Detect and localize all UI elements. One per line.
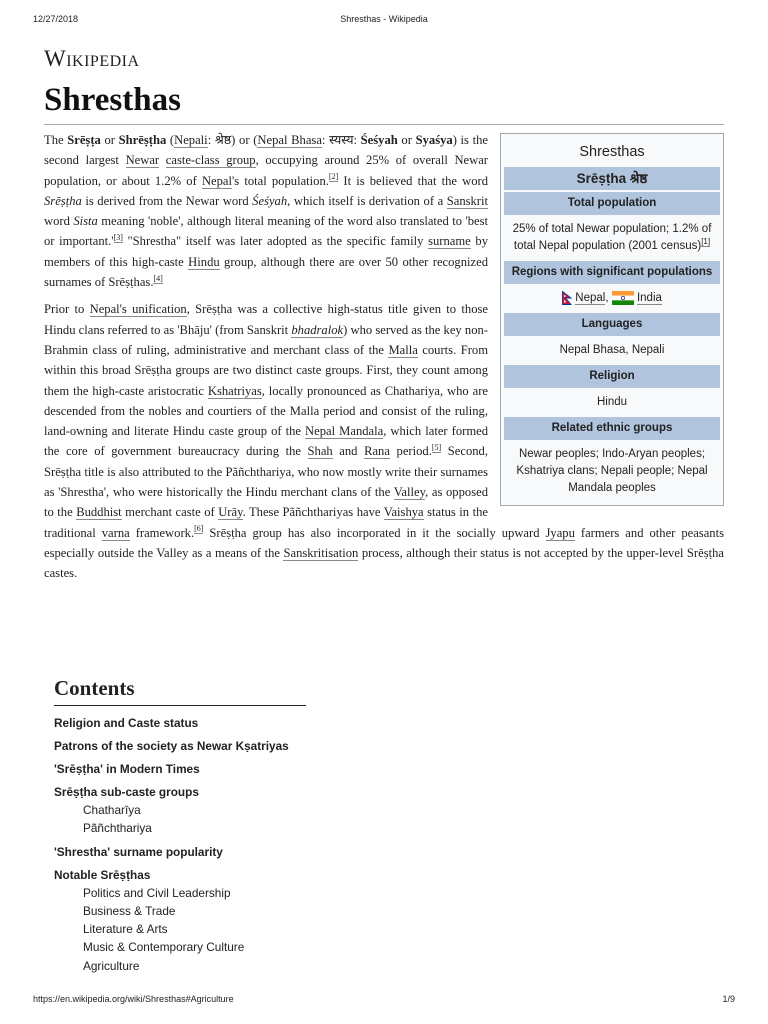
page-title: Shresthas bbox=[44, 82, 181, 118]
shah-link[interactable]: Shah bbox=[307, 444, 333, 459]
toc-item-modern-times[interactable]: 'Srēṣṭha' in Modern Times bbox=[54, 762, 200, 776]
toc-subitem-agriculture[interactable]: Agriculture bbox=[83, 958, 140, 973]
infobox-languages-value: Nepal Bhasa, Nepali bbox=[559, 344, 665, 356]
jyapu-link[interactable]: Jyapu bbox=[545, 525, 575, 540]
print-page-number: 1/9 bbox=[722, 994, 735, 1004]
infobox-related-label: Related ethnic groups bbox=[504, 417, 720, 440]
intro-paragraph-2: Prior to Nepal's unification, Srēṣṭha was a collective high-status title given to those Hindu clans referred to as 'Bhāju' (from Sanskrit bhadralok) who served as the key non-Brahmin class of ruling, administrative and merchant class of the Malla courts. From within this broad Srēṣṭha groups are two distinct caste groups. First, they count among them the high-caste aristocratic Kshatriyas, locally pronounced as Chathariya, who are descended from the nobles and courtiers of the Malla period and consist of the ruling, land-owning and literate Hindu caste group of the Nepal Mandala, which later formed the core of government bureaucracy during the Shah and Rana period.[5] Second, Srēṣṭha title is also attributed to the Pãñchthariya, who now mostly write their surnames as 'Shrestha', who were historically the Hindu merchant clans of the Valley, as opposed to the Buddhist merchant caste of Urāy. These Pãñchthariyas have Vaishya status in the traditional varna framework.[6] Srēṣṭha group has also incorporated in it the socially upward Jyapu farmers and other peasants especially outside the Valley as a means of the Sanskritisation process, although their status is not accepted by the upper-level Srēṣṭha castes. bbox=[44, 302, 724, 581]
toc-item-notable[interactable]: Notable Srēṣṭhas bbox=[54, 867, 151, 882]
article-body bbox=[44, 130, 724, 591]
rana-link[interactable]: Rana bbox=[364, 444, 390, 459]
print-url: https://en.wikipedia.org/wiki/Shresthas#Agriculture bbox=[33, 994, 234, 1004]
infobox-languages-label: Languages bbox=[504, 313, 720, 336]
hindu-link[interactable]: Hindu bbox=[188, 254, 220, 269]
ref-2-link[interactable]: [2] bbox=[328, 172, 339, 182]
newar-link[interactable]: Newar bbox=[125, 153, 160, 168]
infobox-regions-value bbox=[504, 286, 720, 311]
nepal-flag-icon bbox=[562, 291, 572, 305]
vaishya-link[interactable]: Vaishya bbox=[383, 505, 424, 520]
total-population-text: 25% of total Newar population; 1.2% of total Nepal population (2001 census) bbox=[512, 223, 712, 252]
toc-list bbox=[54, 714, 306, 975]
caste-class-link[interactable]: caste-class group bbox=[165, 153, 256, 168]
print-tab-title: Shresthas - Wikipedia bbox=[340, 14, 428, 24]
infobox-religion-value: Hindu bbox=[596, 396, 628, 408]
nepal-mandala-link[interactable]: Nepal Mandala bbox=[305, 424, 384, 439]
toc-subitem-panchthariya[interactable]: Pãñchthariya bbox=[83, 821, 152, 836]
toc-item-patrons[interactable]: Patrons of the society as Newar Kṣatriyas bbox=[54, 739, 289, 753]
nepal-unification-link[interactable]: Nepal's unification bbox=[89, 302, 187, 317]
varna-link[interactable]: varna bbox=[101, 525, 130, 540]
india-flag-icon bbox=[612, 291, 634, 305]
nepal-bhasa-link[interactable]: Nepal Bhasa bbox=[257, 133, 322, 147]
infobox-subtitle: Srēṣṭha श्रेष्ठ bbox=[504, 167, 720, 190]
toc-subitem-politics[interactable]: Politics and Civil Leadership bbox=[83, 885, 231, 900]
title-divider bbox=[44, 124, 724, 125]
intro-paragraph-1: The Srēṣṭa or Shrēṣṭha (Nepali: श्रेष्ठ) or (Nepal Bhasa: स्यस्य: Śeśyah or Syaśya) is the second largest Newar caste-class group, occupying around 25% of overall Newar population, or about 1.2% of Nepal's total population.[2] It is believed that the word Srēṣṭha is derived from the Newar word Śeśyah, which itself is derivation of a Sanskrit word Sista meaning 'noble', although literal meaning of the word also translated to 'best or important.'[3] "Shrestha" itself was later adopted as the specific family surname by members of this high-caste Hindu group, although there are over 50 other recognized surnames of Srēṣṭhas.[4] bbox=[44, 133, 489, 290]
nepali-link[interactable]: Nepali bbox=[174, 133, 208, 147]
toc-item-sub-caste-groups[interactable]: Srēṣṭha sub-caste groups bbox=[54, 785, 199, 799]
wikipedia-logo[interactable] bbox=[44, 46, 140, 72]
infobox-caption: Shresthas bbox=[579, 144, 645, 160]
nepal-link[interactable]: Nepal bbox=[201, 173, 233, 188]
toc-item-surname-popularity[interactable]: 'Shrestha' surname popularity bbox=[54, 844, 223, 859]
kshatriyas-link[interactable]: Kshatriyas bbox=[207, 383, 262, 398]
contents-heading: Contents bbox=[54, 676, 306, 706]
toc-item-religion-caste[interactable]: Religion and Caste status bbox=[54, 716, 199, 730]
region-separator: , bbox=[605, 292, 612, 304]
region-india-link[interactable]: India bbox=[636, 292, 662, 304]
uray-link[interactable]: Urāy bbox=[218, 505, 243, 520]
toc-subitem-business[interactable]: Business & Trade bbox=[83, 903, 176, 918]
bhadralok-link[interactable]: bhadralok bbox=[291, 322, 344, 337]
ref-6-link[interactable]: [6] bbox=[194, 524, 204, 534]
toc-subitem-chathariya[interactable]: Chatharīya bbox=[83, 803, 141, 817]
ref-3-link[interactable]: [3] bbox=[113, 233, 123, 243]
infobox-total-population-value bbox=[504, 217, 720, 259]
infobox-related-value: Newar peoples; Indo-Aryan peoples; Kshatriya clans; Nepali people; Nepal Mandala peoples bbox=[516, 448, 708, 494]
buddhist-link[interactable]: Buddhist bbox=[76, 505, 122, 520]
valley-link[interactable]: Valley bbox=[393, 485, 426, 500]
region-nepal-link[interactable]: Nepal bbox=[575, 292, 606, 304]
sanskrit-link[interactable]: Sanskrit bbox=[446, 193, 488, 208]
ref-1-link[interactable]: [1] bbox=[701, 237, 711, 247]
infobox-religion-label: Religion bbox=[504, 365, 720, 388]
infobox-regions-label: Regions with significant populations bbox=[504, 261, 720, 284]
print-date: 12/27/2018 bbox=[33, 14, 79, 24]
surname-link[interactable]: surname bbox=[428, 234, 471, 249]
toc-subitem-literature[interactable]: Literature & Arts bbox=[83, 922, 168, 937]
wikipedia-wordmark: Wikipedia bbox=[44, 46, 140, 71]
sanskritisation-link[interactable]: Sanskritisation bbox=[283, 545, 359, 560]
ref-4-link[interactable]: [4] bbox=[153, 273, 163, 283]
toc-subitem-music[interactable]: Music & Contemporary Culture bbox=[83, 940, 245, 955]
table-of-contents bbox=[54, 676, 306, 975]
infobox-total-population-label: Total population bbox=[504, 192, 720, 215]
infobox bbox=[500, 133, 724, 506]
malla-link[interactable]: Malla bbox=[388, 342, 418, 357]
ref-5-link[interactable]: [5] bbox=[431, 443, 442, 453]
